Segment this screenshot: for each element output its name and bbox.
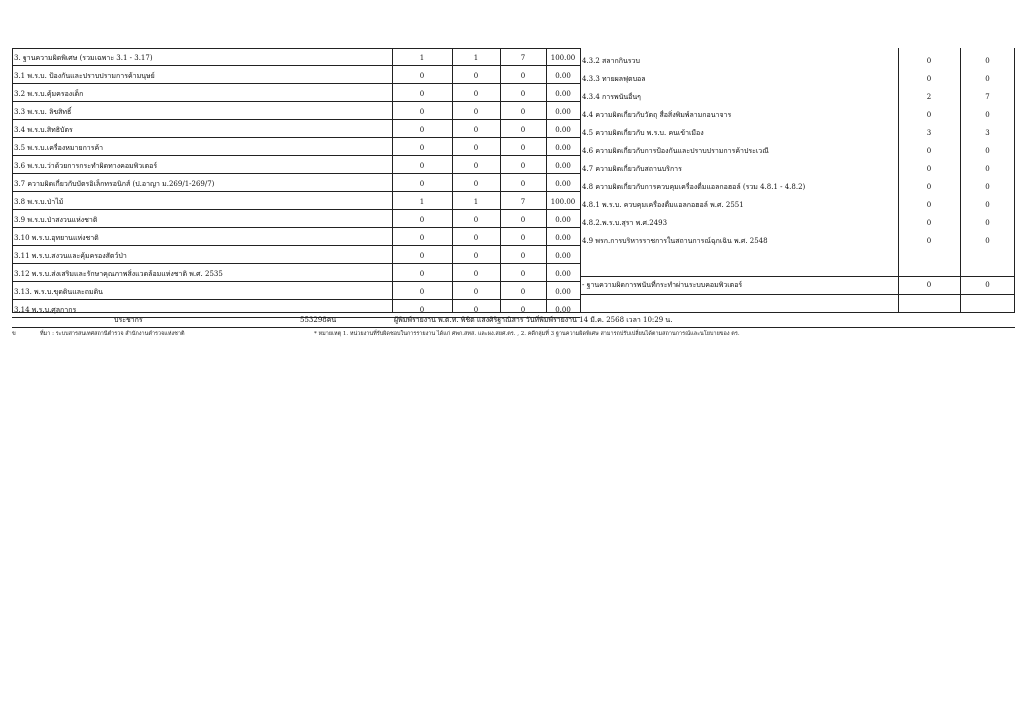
row-label: - ฐานความผิดการพนันที่กระทำผ่านระบบคอมพิวเตอร์ bbox=[582, 281, 743, 289]
row-value: 0 bbox=[520, 144, 526, 152]
grid-line bbox=[898, 48, 899, 312]
row-percent: 0.00 bbox=[555, 144, 571, 152]
row-value: 0 bbox=[419, 234, 425, 242]
row-value: 0 bbox=[419, 126, 425, 134]
row-percent: 100.00 bbox=[550, 198, 576, 206]
row-label: 3.11 พ.ร.บ.สงวนและคุ้มครองสัตว์ป่า bbox=[14, 252, 127, 260]
row-value: 0 bbox=[473, 90, 479, 98]
row-value: 0 bbox=[473, 306, 479, 314]
row-label: 4.9 พรก.การบริหารราชการในสถานการณ์ฉุกเฉิน พ.ศ. 2548 bbox=[582, 237, 768, 245]
row-percent: 100.00 bbox=[550, 54, 576, 62]
row-label: 3.13. พ.ร.บ.ขุดดินและถมดิน bbox=[14, 288, 103, 296]
row-value: 0 bbox=[473, 288, 479, 296]
row-value: 0 bbox=[926, 183, 932, 191]
row-value: 0 bbox=[473, 270, 479, 278]
row-value: 0 bbox=[926, 165, 932, 173]
row-label: 4.8.2.พ.ร.บ.สุรา พ.ศ.2493 bbox=[582, 219, 668, 227]
row-value: 0 bbox=[985, 237, 990, 245]
row-value: 0 bbox=[520, 108, 526, 116]
grid-line bbox=[12, 173, 580, 174]
right-special-row bbox=[12, 276, 1015, 294]
row-percent: 0.00 bbox=[555, 216, 571, 224]
right-table-row bbox=[12, 232, 1015, 250]
row-percent: 0.00 bbox=[555, 72, 571, 80]
row-value: 0 bbox=[419, 108, 425, 116]
row-value: 1 bbox=[419, 54, 425, 62]
grid-line bbox=[580, 276, 1015, 277]
right-table-row bbox=[12, 142, 1015, 160]
row-value: 0 bbox=[520, 252, 526, 260]
grid-line bbox=[452, 48, 453, 312]
row-percent: 0.00 bbox=[555, 126, 571, 134]
row-label: 3.6 พ.ร.บ.ว่าด้วยการกระทำผิดทางคอมพิวเตอร์ bbox=[14, 162, 158, 170]
row-percent: 0.00 bbox=[555, 234, 571, 242]
row-label: 3.9 พ.ร.บ.ป่าสงวนแห่งชาติ bbox=[14, 216, 98, 224]
row-value: 0 bbox=[985, 219, 990, 227]
row-value: 0 bbox=[419, 180, 425, 188]
row-value: 0 bbox=[520, 216, 526, 224]
row-label: 3.2 พ.ร.บ.คุ้มครองเด็ก bbox=[14, 90, 84, 98]
grid-line bbox=[12, 101, 580, 102]
grid-line bbox=[12, 263, 580, 264]
row-label: 4.3.3 ทายผลฟุตบอล bbox=[582, 75, 646, 83]
row-value: 0 bbox=[520, 288, 526, 296]
row-label: 4.3.4 การพนันอื่นๆ bbox=[582, 93, 641, 101]
row-value: 0 bbox=[926, 201, 932, 209]
row-label: 3.7 ความผิดเกี่ยวกับบัตรอิเล็กทรอนิกส์ (ป.อาญา ม.269/1-269/7) bbox=[14, 180, 215, 188]
footer-row bbox=[12, 312, 1015, 328]
right-table-row bbox=[12, 106, 1015, 124]
row-value: 0 bbox=[985, 57, 990, 65]
row-label: 4.6 ความผิดเกี่ยวกับการป้องกันและปราบปรามการค้าประเวณี bbox=[582, 147, 769, 155]
row-value: 0 bbox=[926, 237, 932, 245]
row-percent: 0.00 bbox=[555, 108, 571, 116]
right-table-row bbox=[12, 214, 1015, 232]
grid-line bbox=[12, 155, 580, 156]
row-value: 0 bbox=[419, 270, 425, 278]
row-value: 0 bbox=[520, 180, 526, 188]
right-table-row bbox=[12, 160, 1015, 178]
row-label: 3. ฐานความผิดพิเศษ (รวมเฉพาะ 3.1 - 3.17) bbox=[14, 54, 153, 62]
grid-line bbox=[12, 119, 580, 120]
row-value: 0 bbox=[473, 144, 479, 152]
row-value: 0 bbox=[926, 219, 932, 227]
grid-line bbox=[392, 48, 393, 312]
row-label: 4.8.1 พ.ร.บ. ควบคุมเครื่องดื่มแอลกอฮอล์ พ.ศ. 2551 bbox=[582, 201, 744, 209]
row-value: 0 bbox=[520, 234, 526, 242]
row-value: 7 bbox=[520, 54, 526, 62]
row-value: 0 bbox=[520, 126, 526, 134]
row-value: 0 bbox=[985, 111, 990, 119]
row-percent: 0.00 bbox=[555, 252, 571, 260]
right-table-row bbox=[12, 52, 1015, 70]
row-value: 0 bbox=[473, 234, 479, 242]
row-value: 0 bbox=[419, 306, 425, 314]
right-table-row bbox=[12, 178, 1015, 196]
note-marker: ข bbox=[12, 331, 16, 337]
row-value: 3 bbox=[985, 129, 990, 137]
row-label: 4.3.2 สลากกินรวบ bbox=[582, 57, 640, 65]
row-value: 0 bbox=[926, 147, 932, 155]
row-value: 0 bbox=[419, 252, 425, 260]
row-label: 3.1 พ.ร.บ. ป้องกันและปราบปรามการค้ามนุษย์ bbox=[14, 72, 155, 80]
population-label: ประชากร bbox=[114, 316, 143, 324]
row-value: 0 bbox=[985, 201, 990, 209]
grid-line bbox=[12, 48, 13, 312]
row-label: 3.10 พ.ร.บ.อุทยานแห่งชาติ bbox=[14, 234, 99, 242]
row-label: 3.12 พ.ร.บ.ส่งเสริมและรักษาคุณภาพสิ่งแวดล้อมแห่งชาติ พ.ศ. 2535 bbox=[14, 270, 223, 278]
row-label: 3.4 พ.ร.บ.สิทธิบัตร bbox=[14, 126, 73, 134]
row-percent: 0.00 bbox=[555, 90, 571, 98]
row-label: 4.7 ความผิดเกี่ยวกับสถานบริการ bbox=[582, 165, 682, 173]
row-value: 0 bbox=[473, 72, 479, 80]
row-value: 1 bbox=[473, 198, 479, 206]
grid-line bbox=[580, 294, 1015, 295]
grid-line bbox=[500, 48, 501, 312]
row-value: 0 bbox=[520, 270, 526, 278]
grid-line bbox=[12, 299, 580, 300]
row-label: 3.14 พ.ร.บ.ศุลกากร bbox=[14, 306, 77, 314]
row-percent: 0.00 bbox=[555, 288, 571, 296]
row-value: 0 bbox=[926, 111, 932, 119]
row-value: 0 bbox=[520, 162, 526, 170]
row-label: 4.5 ความผิดเกี่ยวกับ พ.ร.บ. คนเข้าเมือง bbox=[582, 129, 704, 137]
grid-line bbox=[12, 65, 580, 66]
grid-line bbox=[580, 48, 581, 312]
row-label: 3.5 พ.ร.บ.เครื่องหมายการค้า bbox=[14, 144, 104, 152]
grid-line bbox=[12, 245, 580, 246]
population-value: 553298คน bbox=[300, 316, 337, 324]
row-value: 0 bbox=[473, 126, 479, 134]
row-value: 0 bbox=[926, 57, 932, 65]
row-value: 1 bbox=[473, 54, 479, 62]
grid-line bbox=[546, 48, 547, 312]
right-table-row bbox=[12, 196, 1015, 214]
row-value: 0 bbox=[985, 147, 990, 155]
row-value: 3 bbox=[926, 129, 932, 137]
row-value: 0 bbox=[520, 72, 526, 80]
printed-by: ผู้พิมพ์รายงาน พ.ต.ท. พิชิต แสงศิริฐาณิสาร วันที่พิมพ์รายงาน 14 มี.ค. 2568 เวลา 10:29 น. bbox=[394, 316, 673, 324]
grid-line bbox=[12, 191, 580, 192]
right-table-row bbox=[12, 88, 1015, 106]
row-value: 0 bbox=[473, 180, 479, 188]
row-value: 0 bbox=[473, 162, 479, 170]
row-percent: 0.00 bbox=[555, 270, 571, 278]
remark-note: * หมายเหตุ 1. หน่วยงานที่รับผิดชอบในการรายงาน ได้แก่ ศพก.สทส. และผง.สยศ.ตร. , 2. คดีกลุ่มที่ 3 ฐานความผิดพิเศษ สามารถปรับเปลี่ยนได้ตามสถานการณ์และนโยบายของ ตร. bbox=[314, 331, 740, 337]
row-value: 0 bbox=[419, 216, 425, 224]
source-note: ที่มา : ระบบสารสนเทศสถานีตำรวจ สำนักงานตำรวจแห่งชาติ bbox=[40, 331, 185, 337]
row-value: 0 bbox=[419, 144, 425, 152]
row-value: 0 bbox=[520, 90, 526, 98]
row-value: 1 bbox=[419, 198, 425, 206]
grid-line bbox=[12, 281, 580, 282]
row-value: 0 bbox=[520, 306, 526, 314]
row-value: 0 bbox=[419, 288, 425, 296]
right-table-row bbox=[12, 70, 1015, 88]
row-percent: 0.00 bbox=[555, 180, 571, 188]
grid-line bbox=[12, 227, 580, 228]
row-value: 0 bbox=[419, 162, 425, 170]
row-value: 0 bbox=[985, 75, 990, 83]
row-value: 0 bbox=[473, 252, 479, 260]
row-value: 0 bbox=[926, 281, 932, 289]
row-value: 0 bbox=[985, 165, 990, 173]
row-value: 7 bbox=[985, 93, 990, 101]
row-value: 0 bbox=[473, 216, 479, 224]
row-value: 7 bbox=[520, 198, 526, 206]
row-label: 4.8 ความผิดเกี่ยวกับการควบคุมเครื่องดื่มแอลกอฮอล์ (รวม 4.8.1 - 4.8.2) bbox=[582, 183, 806, 191]
row-value: 0 bbox=[926, 75, 932, 83]
report-grid bbox=[12, 48, 1015, 312]
right-table-row bbox=[12, 124, 1015, 142]
grid-line bbox=[12, 137, 580, 138]
row-value: 0 bbox=[985, 183, 990, 191]
row-label: 3.3 พ.ร.บ. ลิขสิทธิ์ bbox=[14, 108, 72, 116]
grid-line bbox=[960, 48, 961, 312]
row-value: 0 bbox=[985, 281, 990, 289]
row-percent: 0.00 bbox=[555, 162, 571, 170]
row-percent: 0.00 bbox=[555, 306, 571, 314]
row-value: 0 bbox=[473, 108, 479, 116]
row-label: 3.8 พ.ร.บ.ป่าไม้ bbox=[14, 198, 64, 206]
grid-line bbox=[12, 48, 580, 49]
row-value: 2 bbox=[926, 93, 932, 101]
row-value: 0 bbox=[419, 90, 425, 98]
row-label: 4.4 ความผิดเกี่ยวกับวัตถุ สื่อสิ่งพิมพ์ลามกอนาจาร bbox=[582, 111, 732, 119]
grid-line bbox=[12, 209, 580, 210]
grid-line bbox=[1014, 48, 1015, 312]
row-value: 0 bbox=[419, 72, 425, 80]
grid-line bbox=[12, 83, 580, 84]
